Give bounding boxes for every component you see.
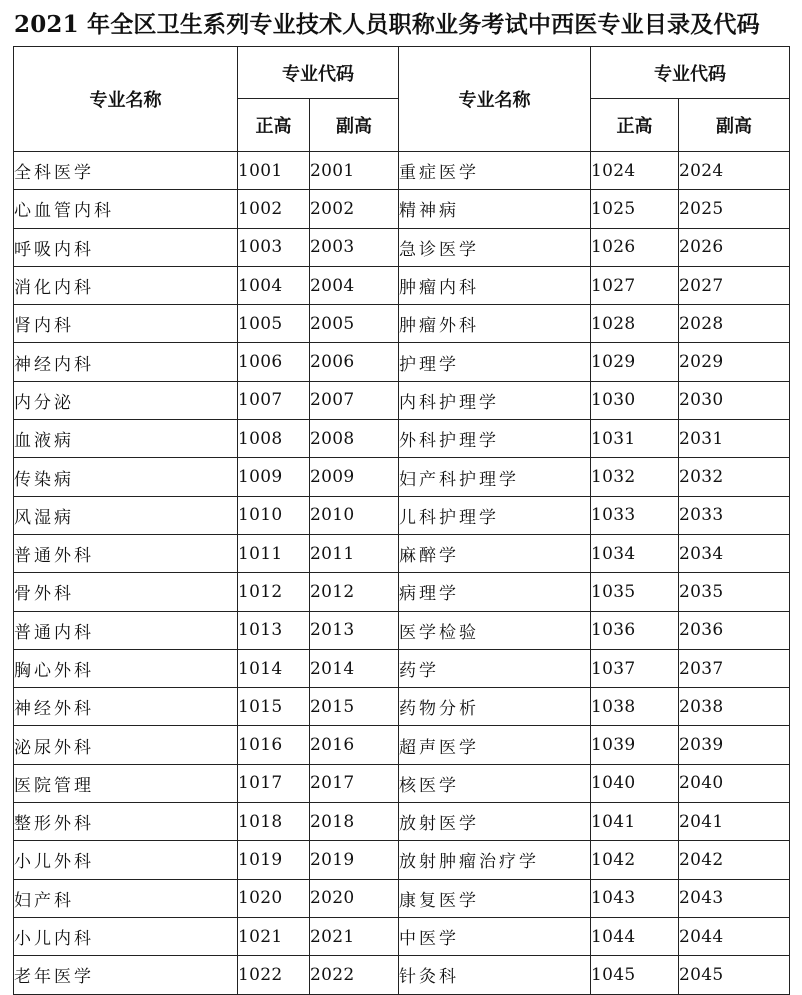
specialty-name-right: 精神病: [399, 190, 591, 228]
header-associate-left: 副高: [310, 99, 399, 152]
specialty-name-right: 麻醉学: [399, 534, 591, 572]
senior-code-right: 1031: [591, 420, 679, 458]
associate-code-right: 2037: [679, 649, 790, 687]
associate-code-left: 2014: [310, 649, 399, 687]
senior-code-left: 1021: [238, 917, 310, 955]
specialty-name-left: 骨外科: [14, 573, 238, 611]
specialty-name-right: 核医学: [399, 764, 591, 802]
specialty-name-left: 消化内科: [14, 266, 238, 304]
senior-code-left: 1018: [238, 803, 310, 841]
specialty-name-right: 针灸科: [399, 956, 591, 994]
associate-code-left: 2013: [310, 611, 399, 649]
specialty-name-left: 妇产科: [14, 879, 238, 917]
senior-code-right: 1030: [591, 381, 679, 419]
associate-code-right: 2041: [679, 803, 790, 841]
senior-code-right: 1035: [591, 573, 679, 611]
specialty-name-left: 普通外科: [14, 534, 238, 572]
table-body: [14, 152, 790, 995]
specialty-name-right: 外科护理学: [399, 420, 591, 458]
senior-code-right: 1026: [591, 228, 679, 266]
associate-code-left: 2010: [310, 496, 399, 534]
header-associate-right: 副高: [679, 99, 790, 152]
table-row: [14, 879, 790, 917]
specialty-name-left: 医院管理: [14, 764, 238, 802]
specialty-name-right: 中医学: [399, 917, 591, 955]
specialty-name-right: 康复医学: [399, 879, 591, 917]
specialty-name-left: 神经外科: [14, 688, 238, 726]
table-row: [14, 266, 790, 304]
senior-code-left: 1006: [238, 343, 310, 381]
senior-code-right: 1042: [591, 841, 679, 879]
senior-code-left: 1020: [238, 879, 310, 917]
senior-code-left: 1005: [238, 305, 310, 343]
senior-code-left: 1004: [238, 266, 310, 304]
specialty-name-left: 泌尿外科: [14, 726, 238, 764]
specialty-name-right: 重症医学: [399, 152, 591, 190]
associate-code-right: 2038: [679, 688, 790, 726]
table-row: [14, 228, 790, 266]
table-row: [14, 381, 790, 419]
table-row: [14, 917, 790, 955]
specialty-name-right: 儿科护理学: [399, 496, 591, 534]
header-row-top: [14, 47, 790, 99]
table-row: [14, 534, 790, 572]
associate-code-left: 2002: [310, 190, 399, 228]
specialty-name-left: 全科医学: [14, 152, 238, 190]
table-row: [14, 726, 790, 764]
specialty-name-right: 妇产科护理学: [399, 458, 591, 496]
specialty-name-left: 整形外科: [14, 803, 238, 841]
senior-code-right: 1039: [591, 726, 679, 764]
senior-code-right: 1040: [591, 764, 679, 802]
table-row: [14, 152, 790, 190]
associate-code-left: 2012: [310, 573, 399, 611]
specialty-name-right: 医学检验: [399, 611, 591, 649]
specialty-name-left: 心血管内科: [14, 190, 238, 228]
header-senior-left: 正高: [238, 99, 310, 152]
specialty-name-right: 肿瘤外科: [399, 305, 591, 343]
associate-code-left: 2016: [310, 726, 399, 764]
senior-code-left: 1009: [238, 458, 310, 496]
table-row: [14, 764, 790, 802]
associate-code-left: 2001: [310, 152, 399, 190]
senior-code-left: 1008: [238, 420, 310, 458]
header-code-group-left: 专业代码: [238, 47, 399, 99]
associate-code-right: 2034: [679, 534, 790, 572]
associate-code-left: 2019: [310, 841, 399, 879]
senior-code-right: 1043: [591, 879, 679, 917]
senior-code-left: 1012: [238, 573, 310, 611]
specialty-name-left: 小儿外科: [14, 841, 238, 879]
specialty-name-left: 肾内科: [14, 305, 238, 343]
specialty-name-left: 老年医学: [14, 956, 238, 994]
senior-code-right: 1045: [591, 956, 679, 994]
associate-code-left: 2007: [310, 381, 399, 419]
senior-code-right: 1036: [591, 611, 679, 649]
associate-code-right: 2026: [679, 228, 790, 266]
associate-code-right: 2035: [679, 573, 790, 611]
associate-code-right: 2044: [679, 917, 790, 955]
associate-code-right: 2029: [679, 343, 790, 381]
specialty-name-left: 胸心外科: [14, 649, 238, 687]
header-senior-right: 正高: [591, 99, 679, 152]
associate-code-right: 2040: [679, 764, 790, 802]
senior-code-left: 1013: [238, 611, 310, 649]
associate-code-left: 2017: [310, 764, 399, 802]
senior-code-right: 1028: [591, 305, 679, 343]
senior-code-right: 1027: [591, 266, 679, 304]
associate-code-left: 2005: [310, 305, 399, 343]
specialty-name-right: 放射肿瘤治疗学: [399, 841, 591, 879]
table-row: [14, 305, 790, 343]
associate-code-right: 2025: [679, 190, 790, 228]
table-row: [14, 458, 790, 496]
associate-code-left: 2022: [310, 956, 399, 994]
senior-code-right: 1025: [591, 190, 679, 228]
table-row: [14, 496, 790, 534]
associate-code-right: 2028: [679, 305, 790, 343]
header-specialty-name-right: 专业名称: [399, 47, 591, 152]
associate-code-right: 2033: [679, 496, 790, 534]
specialty-name-right: 放射医学: [399, 803, 591, 841]
senior-code-left: 1001: [238, 152, 310, 190]
specialty-name-left: 小儿内科: [14, 917, 238, 955]
senior-code-left: 1011: [238, 534, 310, 572]
associate-code-left: 2021: [310, 917, 399, 955]
senior-code-right: 1038: [591, 688, 679, 726]
associate-code-left: 2008: [310, 420, 399, 458]
senior-code-right: 1032: [591, 458, 679, 496]
associate-code-left: 2009: [310, 458, 399, 496]
table-row: [14, 649, 790, 687]
senior-code-right: 1024: [591, 152, 679, 190]
associate-code-right: 2027: [679, 266, 790, 304]
specialty-name-left: 血液病: [14, 420, 238, 458]
associate-code-left: 2011: [310, 534, 399, 572]
specialty-name-right: 超声医学: [399, 726, 591, 764]
associate-code-right: 2039: [679, 726, 790, 764]
specialty-code-table: [13, 46, 790, 995]
senior-code-right: 1029: [591, 343, 679, 381]
specialty-name-left: 风湿病: [14, 496, 238, 534]
document-title: 2021 年全区卫生系列专业技术人员职称业务考试中西医专业目录及代码: [14, 11, 760, 38]
associate-code-right: 2032: [679, 458, 790, 496]
associate-code-left: 2020: [310, 879, 399, 917]
specialty-name-left: 传染病: [14, 458, 238, 496]
associate-code-right: 2036: [679, 611, 790, 649]
associate-code-right: 2024: [679, 152, 790, 190]
associate-code-right: 2031: [679, 420, 790, 458]
associate-code-right: 2045: [679, 956, 790, 994]
table-row: [14, 573, 790, 611]
associate-code-right: 2030: [679, 381, 790, 419]
table-row: [14, 841, 790, 879]
table-header: [14, 47, 790, 152]
header-code-group-right: 专业代码: [591, 47, 790, 99]
associate-code-left: 2006: [310, 343, 399, 381]
specialty-name-left: 呼吸内科: [14, 228, 238, 266]
specialty-name-right: 急诊医学: [399, 228, 591, 266]
table-row: [14, 190, 790, 228]
senior-code-left: 1016: [238, 726, 310, 764]
specialty-name-right: 病理学: [399, 573, 591, 611]
table-row: [14, 688, 790, 726]
associate-code-right: 2043: [679, 879, 790, 917]
specialty-name-right: 内科护理学: [399, 381, 591, 419]
specialty-name-right: 护理学: [399, 343, 591, 381]
senior-code-left: 1014: [238, 649, 310, 687]
associate-code-left: 2018: [310, 803, 399, 841]
associate-code-left: 2004: [310, 266, 399, 304]
specialty-name-left: 普通内科: [14, 611, 238, 649]
senior-code-left: 1019: [238, 841, 310, 879]
table-row: [14, 611, 790, 649]
senior-code-right: 1037: [591, 649, 679, 687]
specialty-name-right: 肿瘤内科: [399, 266, 591, 304]
table-row: [14, 420, 790, 458]
senior-code-right: 1041: [591, 803, 679, 841]
header-specialty-name-left: 专业名称: [14, 47, 238, 152]
table-row: [14, 803, 790, 841]
senior-code-left: 1015: [238, 688, 310, 726]
senior-code-right: 1033: [591, 496, 679, 534]
specialty-name-left: 内分泌: [14, 381, 238, 419]
senior-code-left: 1007: [238, 381, 310, 419]
senior-code-left: 1017: [238, 764, 310, 802]
senior-code-left: 1002: [238, 190, 310, 228]
associate-code-left: 2015: [310, 688, 399, 726]
table-row: [14, 343, 790, 381]
associate-code-left: 2003: [310, 228, 399, 266]
specialty-name-right: 药学: [399, 649, 591, 687]
senior-code-left: 1022: [238, 956, 310, 994]
specialty-name-left: 神经内科: [14, 343, 238, 381]
table-row: [14, 956, 790, 994]
associate-code-right: 2042: [679, 841, 790, 879]
senior-code-left: 1010: [238, 496, 310, 534]
senior-code-right: 1034: [591, 534, 679, 572]
specialty-name-right: 药物分析: [399, 688, 591, 726]
senior-code-left: 1003: [238, 228, 310, 266]
senior-code-right: 1044: [591, 917, 679, 955]
